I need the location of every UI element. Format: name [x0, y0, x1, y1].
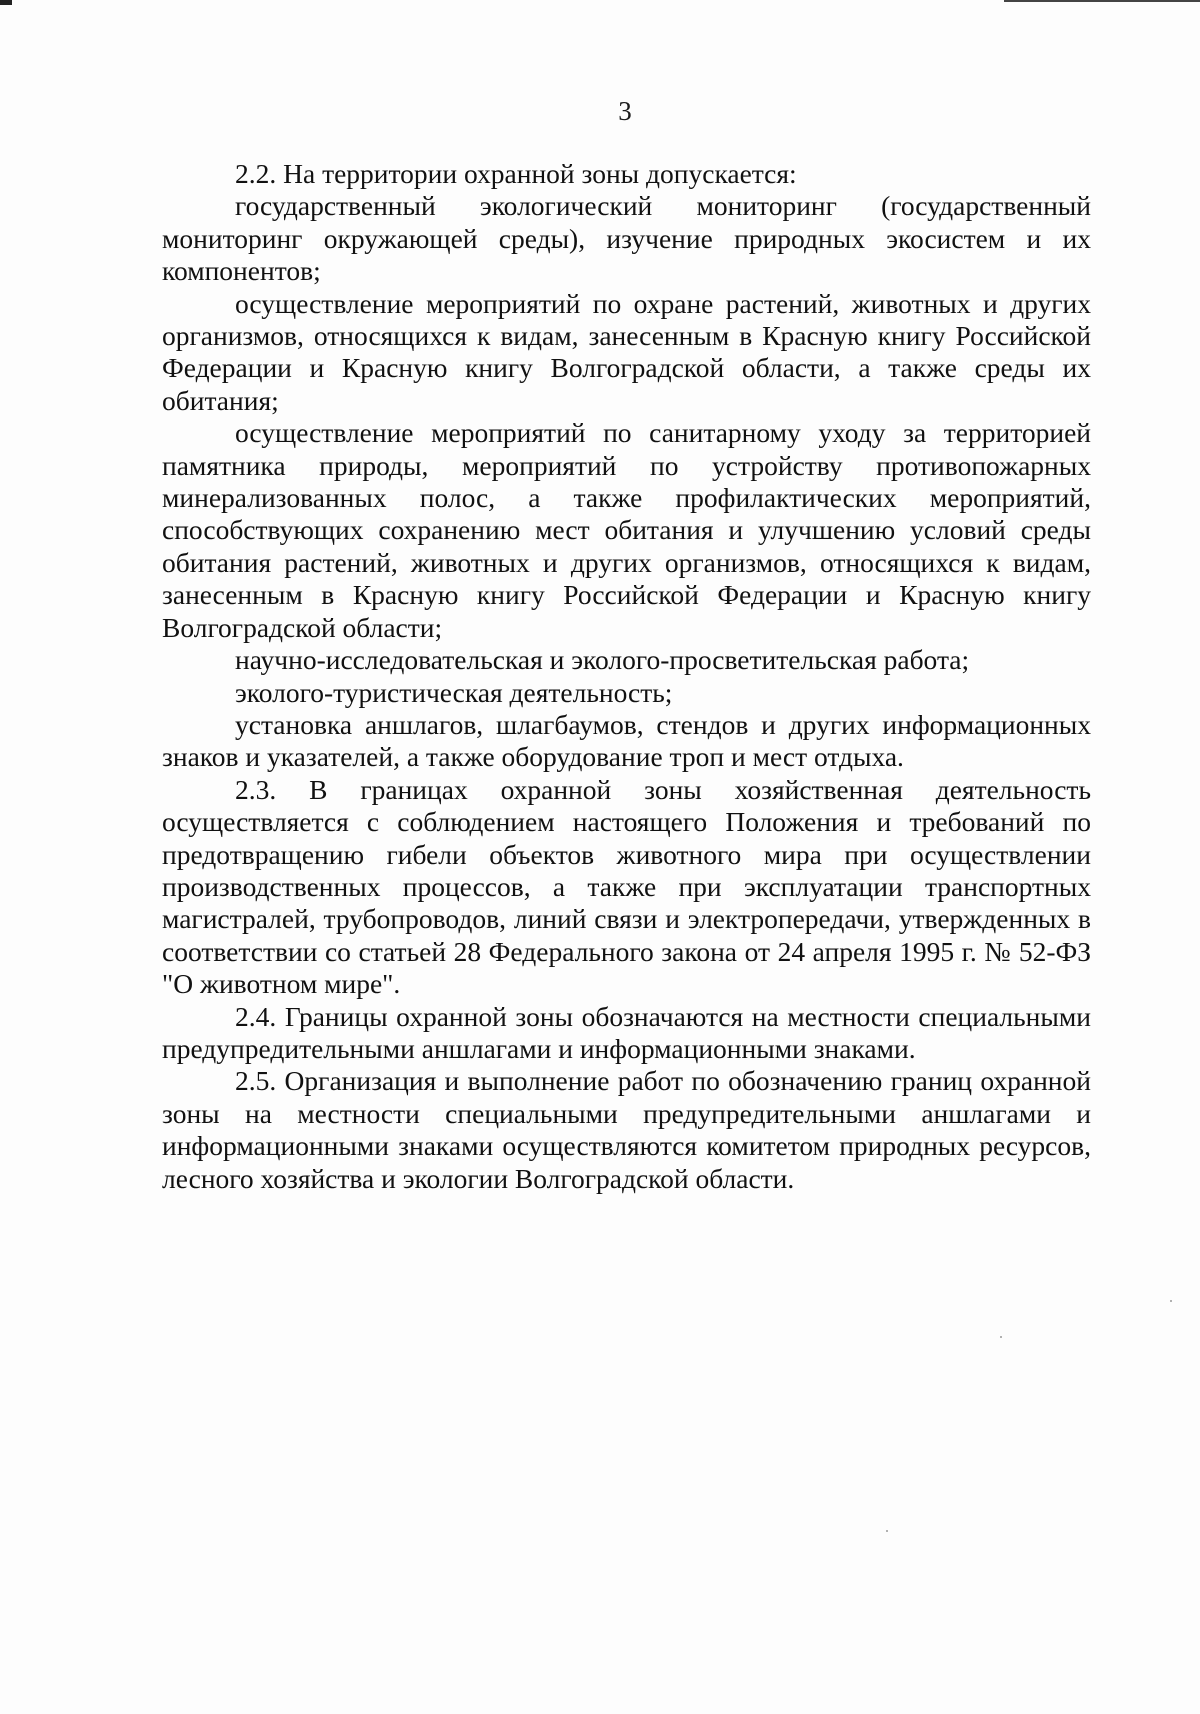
paragraph-2-2: 2.2. На территории охранной зоны допускается: — [235, 158, 797, 189]
paragraph-tourism: эколого-туристическая деятельность; — [235, 676, 673, 708]
paragraph-protection: осуществление мероприятий по охране растений, животных и других организмов, относящихся к видам, занесенным в Красную книгу Российской Федерации и Красную книгу Волгоградской области, а также среды их обитания; — [162, 287, 1091, 416]
scan-speck — [1170, 1300, 1172, 1302]
paragraph-2-3: 2.3. В границах охранной зоны хозяйственная деятельность осуществляется с соблюдением настоящего Положения и требований по предотвращению гибели объектов животного мира при осуществлении производственных процессов, а также при эксплуатации транспортных магистралей, трубопроводов, линий связи и электропередачи, утвержденных в соответствии со статьей 28 Федерального закона от 24 апреля 1995 г. № 52-ФЗ "О животном мире". — [162, 773, 1091, 1000]
paragraph-sanitary: осуществление мероприятий по санитарному уходу за территорией памятника природы, мероприятий по устройству противопожарных минерализованных полос, а также профилактических мероприятий, способствующих сохранению мест обитания и улучшению условий среды обитания растений, животных и других организмов, относящихся к видам, занесенным в Красную книгу Российской Федерации и Красную книгу Волгоградской области; — [162, 417, 1091, 643]
scan-edge-line — [1004, 0, 1200, 2]
paragraph-signage: установка аншлагов, шлагбаумов, стендов и других информационных знаков и указателей, а также оборудование троп и мест отдыха. — [162, 708, 1091, 773]
paragraph-2-4: 2.4. Границы охранной зоны обозначаются на местности специальными предупредительными аншлагами и информационными знаками. — [162, 1000, 1091, 1064]
scan-speck — [1000, 1336, 1002, 1338]
paragraph-monitoring: государственный экологический мониторинг (государственный мониторинг окружающей среды), изучение природных экосистем и их компонентов; — [162, 190, 1091, 287]
paragraph-research: научно-исследовательская и эколого-просветительская работа; — [235, 644, 970, 676]
page-number: 3 — [618, 96, 632, 126]
scan-edge-mark — [0, 0, 12, 5]
scan-speck — [886, 1530, 888, 1532]
paragraph-2-5: 2.5. Организация и выполнение работ по обозначению границ охранной зоны на местности специальными предупредительными аншлагами и информационными знаками осуществляются комитетом природных ресурсов, лесного хозяйства и экологии Волгоградской области. — [162, 1065, 1091, 1194]
document-body — [162, 158, 1091, 1195]
